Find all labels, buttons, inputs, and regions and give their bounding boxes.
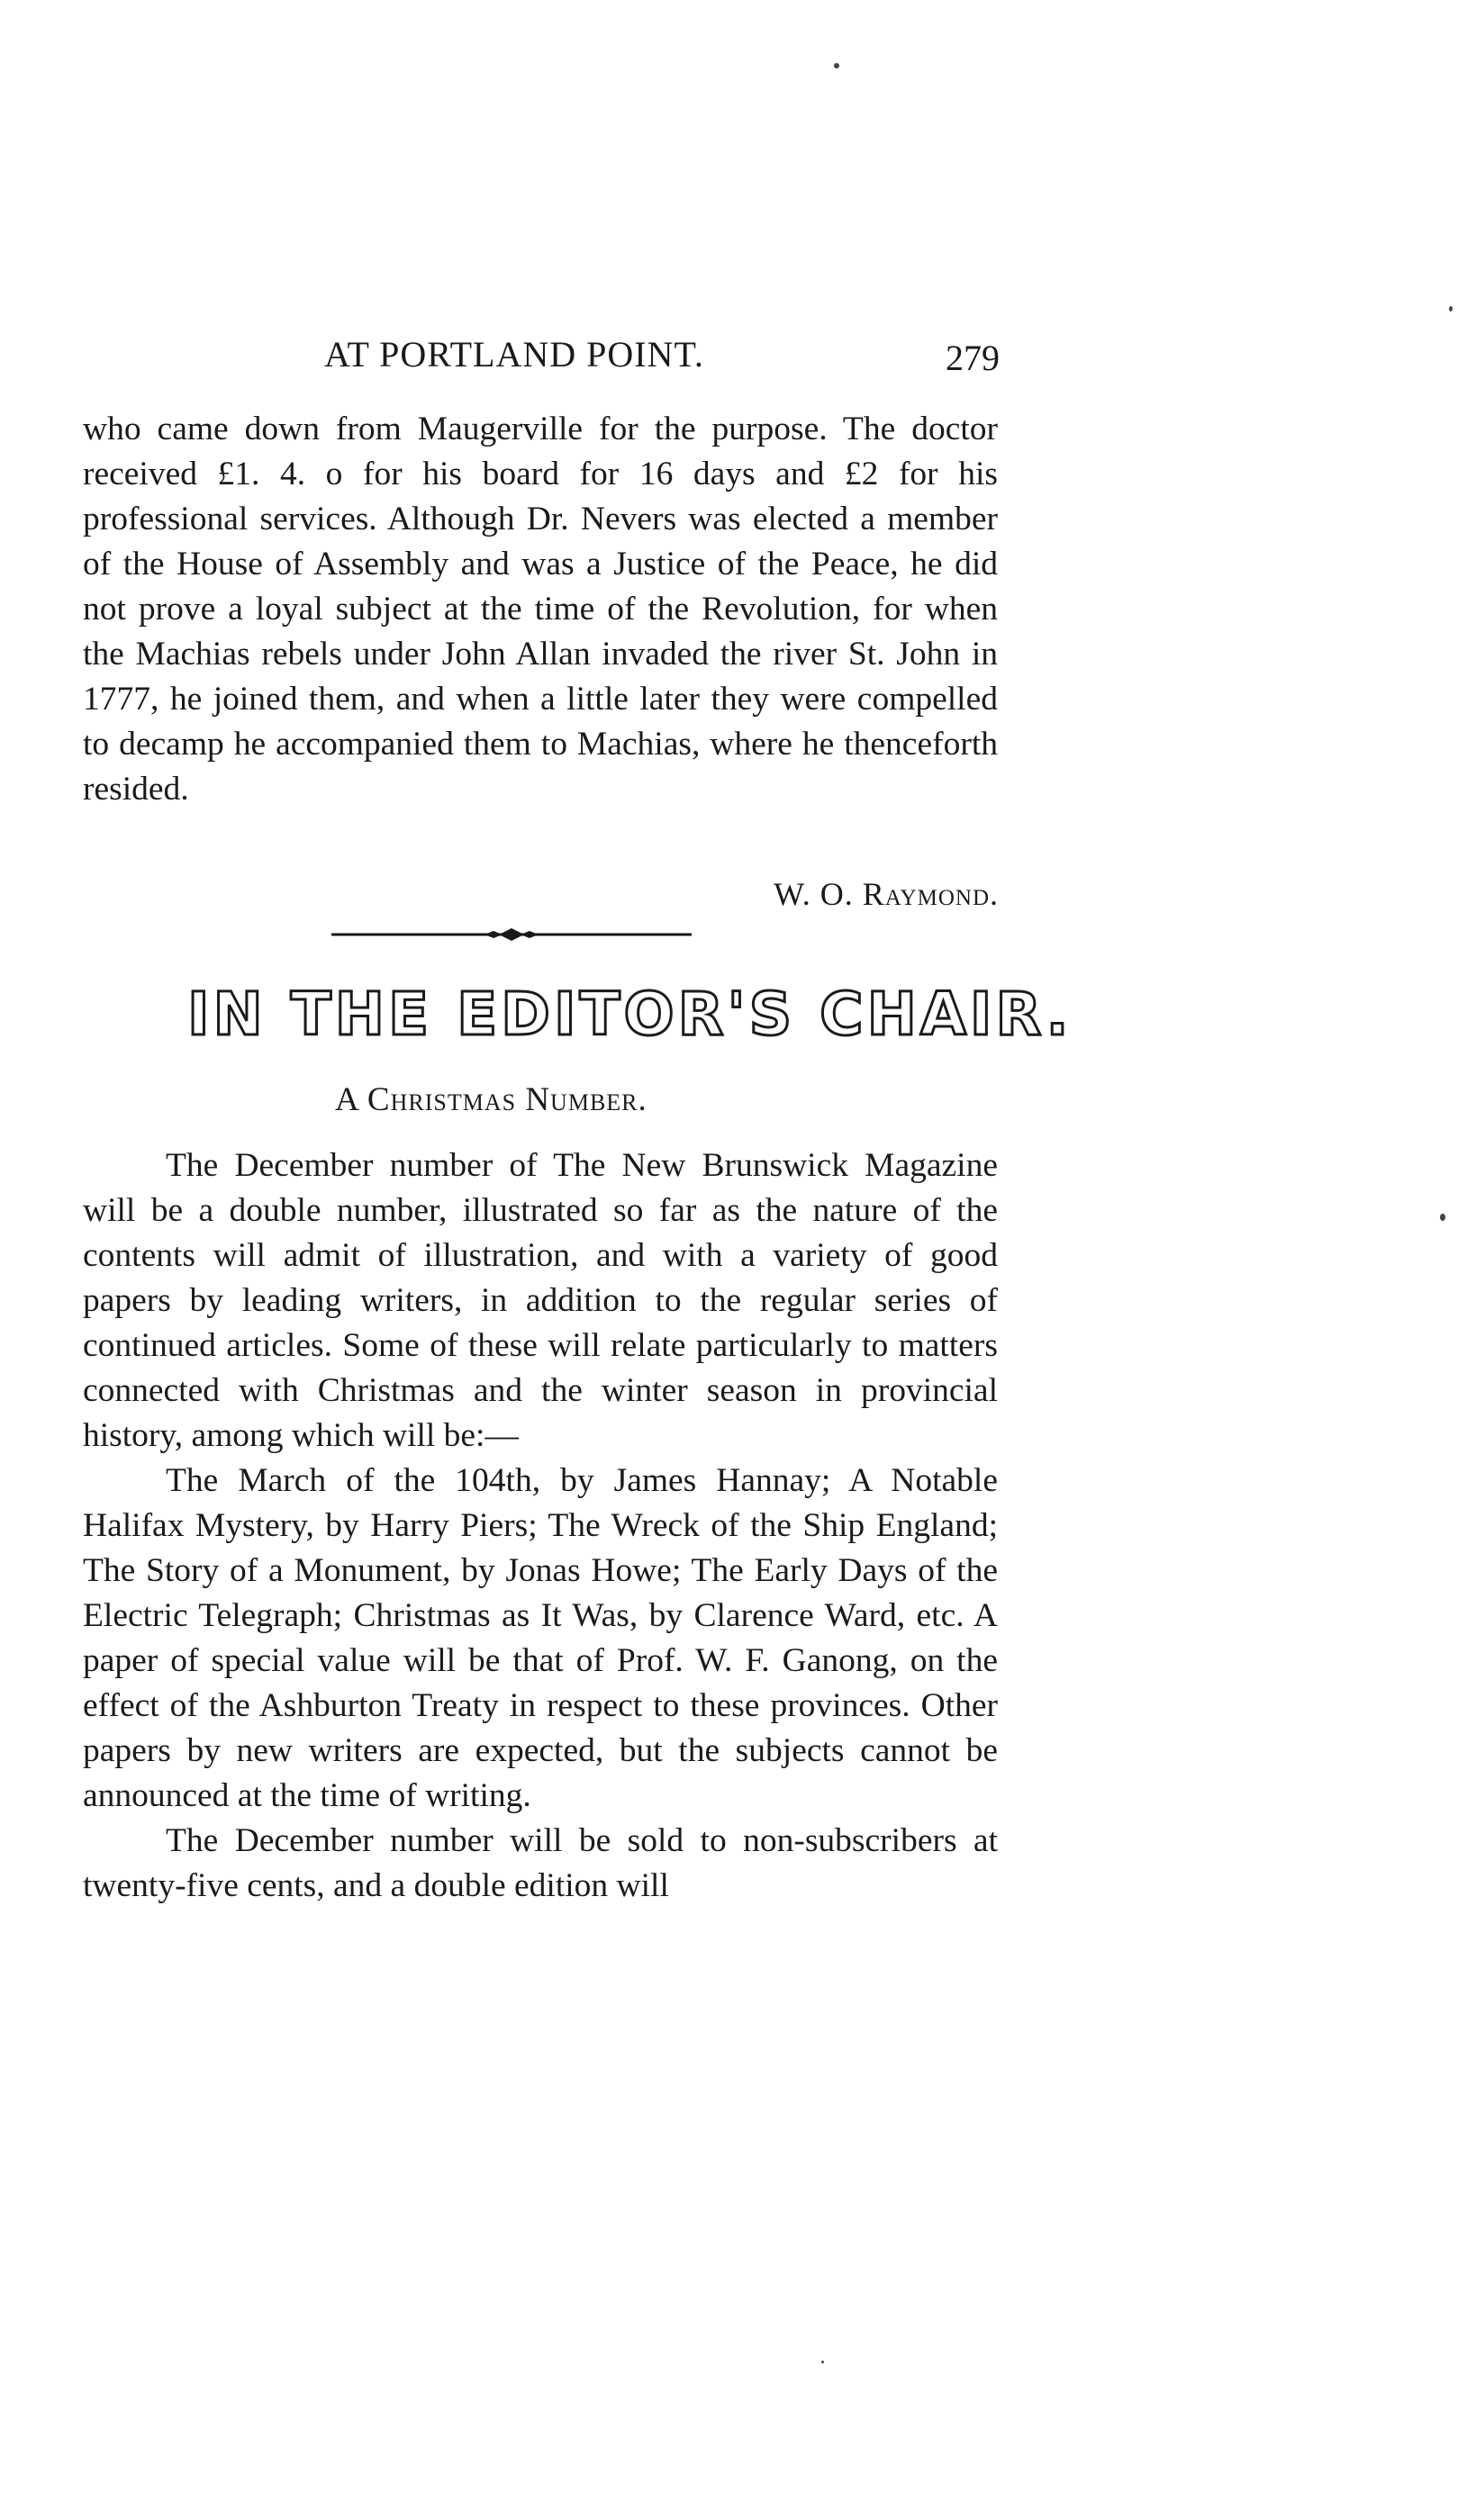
continued-paragraph-block <box>83 407 998 812</box>
scan-margin-marks <box>1436 0 1467 2520</box>
section-body <box>83 1143 998 1909</box>
scan-speck <box>834 63 839 68</box>
running-head <box>81 333 1000 387</box>
body-paragraph: The March of the 104th, by James Hannay; A Notable Halifax Mystery, by Harry Piers; The Wreck of the Ship England; The Story of a Monument, by Jonas Howe; The Early Days of the Electric Telegraph; Christmas as It Was, by Clarence Ward, etc. A paper of special value will be that of Prof. W. F. Ganong, on the effect of the Ashburton Treaty in respect to these provinces. Other papers by new writers are expected, but the subjects cannot be announced at the time of writing. <box>83 1462 998 1814</box>
scan-speck <box>1449 306 1453 312</box>
body-paragraph: The December number will be sold to non-subscribers at twenty-five cents, and a double edition will <box>83 1822 998 1904</box>
author-signature: W. O. Raymond. <box>774 876 999 912</box>
body-paragraph: The December number of The New Brunswick Magazine will be a double number, illustrated so far as the nature of the contents will admit of illustration, and with a variety of good papers by leading writers, in addition to the regular series of continued articles. Some of these will relate particularly to matters connected with Christmas and the winter season in provincial history, among which will be:— <box>83 1147 998 1454</box>
section-subheading: A Christmas Number. <box>335 1081 647 1118</box>
page-number: 279 <box>946 338 1000 378</box>
section-title: IN THE EDITOR'S CHAIR. <box>187 980 1073 1049</box>
scan-speck <box>821 2361 824 2363</box>
running-title: AT PORTLAND POINT. <box>324 334 704 375</box>
section-divider-ornament <box>331 926 692 944</box>
continued-paragraph: who came down from Maugerville for the purpose. The doctor received £1. 4. o for his board for 16 days and £2 for his professional services. Although Dr. Nevers was elected a member of the House of Assembly and was a Justice of the Peace, he did not prove a loyal subject at the time of the Revolution, for when the Machias rebels under John Allan invaded the river St. John in 1777, he joined them, and when a little later they were compelled to decamp he accompanied them to Machias, where he thenceforth resided. <box>83 411 998 808</box>
scan-speck <box>1440 1214 1445 1221</box>
